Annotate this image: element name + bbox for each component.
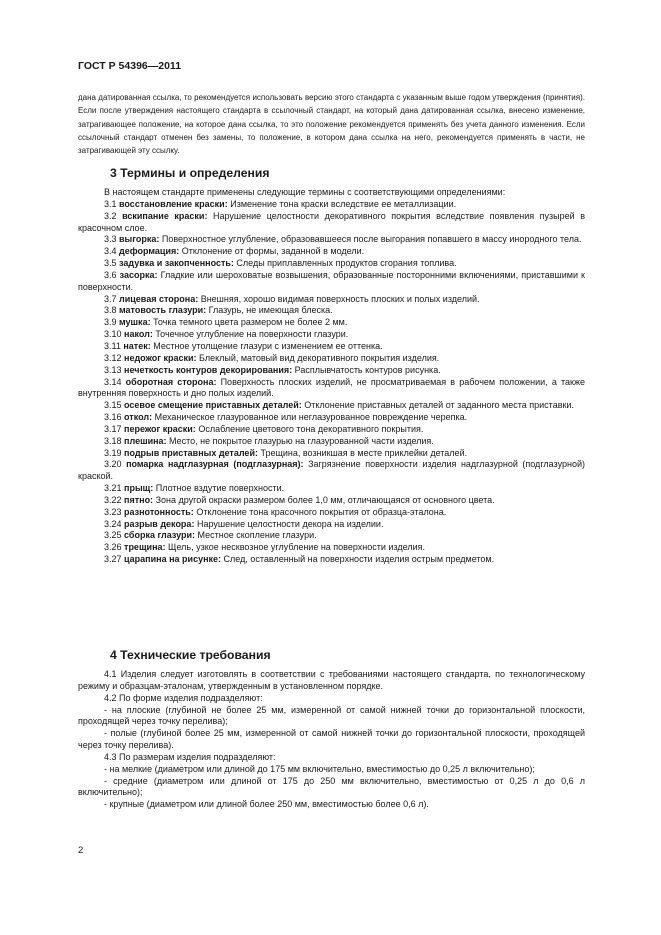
requirement-paragraph: 4.3 По размерам изделия подразделяют: — [104, 751, 276, 762]
requirement-paragraph: - крупные (диаметром или длиной более 250 мм, вместимостью более 0,6 л). — [104, 799, 429, 810]
term-number: 3.14 — [104, 376, 126, 387]
term-definition: Щель, узкое несквозное углубление на поверхности изделия. — [165, 542, 425, 553]
term-name: откол: — [124, 412, 153, 423]
document-header: ГОСТ Р 54396—2011 — [78, 60, 182, 72]
term-item — [78, 341, 585, 353]
term-name: оборотная сторона: — [125, 376, 217, 387]
term-item — [78, 329, 585, 341]
term-item — [78, 424, 585, 436]
term-definition: Местное утолщение глазури с изменением ее оттенка. — [150, 340, 383, 351]
term-item — [78, 542, 585, 554]
term-definition: Место, не покрытое глазурью на глазурованной части изделия. — [166, 435, 434, 446]
term-name: деформация: — [119, 246, 180, 257]
requirement-paragraph: 4.1 Изделия следует изготовлять в соответствии с требованиями настоящего стандарта, по технологическому режиму и образцам-эталонам, утвержденным в установленном порядке. — [78, 669, 585, 691]
term-definition: Отклонение тона красочного покрытия от образца-эталона. — [193, 506, 447, 517]
term-item — [78, 199, 585, 211]
term-number: 3.3 — [104, 234, 120, 245]
term-definition: Трещина, возникшая в месте приклейки деталей. — [257, 447, 468, 458]
term-item — [78, 377, 585, 401]
term-name: мушка: — [119, 317, 151, 328]
term-item — [78, 400, 585, 412]
term-item — [78, 412, 585, 424]
term-number: 3.8 — [104, 305, 120, 316]
term-number: 3.16 — [104, 412, 125, 423]
term-item — [78, 211, 585, 235]
term-item — [78, 519, 585, 531]
term-number: 3.7 — [104, 293, 120, 304]
term-number: 3.24 — [104, 518, 125, 529]
term-definition: Нарушение целостности декоративного покрытия вследствие появления пузырей в красочном слое. — [78, 210, 585, 233]
requirement-paragraph: - на мелкие (диаметром или длиной до 175 мм включительно, вместимостью до 0,25 л включительно); — [104, 763, 535, 774]
term-name: разнотонность: — [124, 506, 194, 517]
term-item — [78, 258, 585, 270]
term-definition: Зона другой окраски размером более 1,0 мм, отличающаяся от основного цвета. — [153, 494, 495, 505]
term-item — [78, 495, 585, 507]
term-definition: Ослабление цветового тона декоративного покрытия. — [195, 423, 424, 434]
term-name: накол: — [124, 329, 153, 340]
term-name: недожог краски: — [124, 352, 197, 363]
requirement-paragraph: - на плоские (глубиной не более 25 мм, измеренной от самой нижней точки до горизонтальной плоскости, проходящей через точку перелива); — [78, 704, 585, 727]
term-number: 3.18 — [104, 435, 125, 446]
term-name: трещина: — [124, 542, 166, 553]
term-item — [78, 294, 585, 306]
term-number: 3.9 — [104, 317, 120, 328]
term-definition: Блеклый, матовый вид декоративного покрытия изделия. — [196, 352, 440, 363]
term-name: вскипание краски: — [122, 210, 208, 221]
term-item — [78, 448, 585, 460]
term-definition: Поверхностное углубление, образовавшееся после выгорания попавшего в массу инородного тела. — [159, 234, 582, 245]
term-name: разрыв декора: — [124, 518, 195, 529]
term-number: 3.23 — [104, 506, 125, 517]
term-item — [78, 507, 585, 519]
term-name: натек: — [123, 340, 151, 351]
requirement-paragraph: 4.2 По форме изделия подразделяют: — [104, 692, 263, 703]
section-4-title: 4 Технические требования — [110, 648, 271, 662]
term-name: матовость глазури: — [119, 305, 207, 316]
term-number: 3.6 — [104, 269, 120, 280]
term-number: 3.2 — [104, 210, 123, 221]
term-name: лицевая сторона: — [119, 293, 199, 304]
term-definition: Гладкие или шероховатые возвышения, образованные посторонними включениями, приставшими к поверхности. — [78, 269, 585, 292]
term-definition: Механическое глазурованное или неглазурованное повреждение черепка. — [152, 412, 468, 423]
term-number: 3.12 — [104, 352, 125, 363]
term-name: осевое смещение приставных деталей: — [124, 400, 302, 411]
requirement-paragraph: - средние (диаметром или длиной от 175 до 250 мм включительно, вместимостью от 0,25 л до 0,6 л включительно); — [78, 775, 585, 798]
term-definition: Следы приплавленных продуктов сгорания топлива. — [233, 258, 457, 269]
intro-paragraph — [78, 91, 585, 157]
term-name: засорка: — [119, 269, 158, 280]
term-name: сборка глазури: — [124, 530, 196, 541]
term-item — [78, 554, 585, 566]
term-item — [78, 234, 585, 246]
section-3-title: 3 Термины и определения — [110, 166, 270, 180]
term-name: пятно: — [124, 494, 154, 505]
term-number: 3.22 — [104, 494, 125, 505]
term-item — [78, 530, 585, 542]
requirement-paragraph: - полые (глубиной более 25 мм, измеренной от самой нижней точки до горизонтальной плоскости, проходящей через точку перелива). — [78, 728, 585, 751]
terms-container — [78, 199, 585, 566]
term-item — [78, 305, 585, 317]
term-definition: Загрязнение поверхности изделия надглазурной (подглазурной) краской. — [78, 459, 585, 482]
term-definition: Поверхность плоских изделий, не просматриваемая в рабочем положении, а также внутренняя поверхность и дно полых изделий. — [78, 376, 585, 399]
term-name: нечеткость контуров декорирования: — [124, 364, 293, 375]
term-name: помарка надглазурная (подглазурная): — [126, 459, 304, 470]
term-number: 3.13 — [104, 364, 125, 375]
term-name: прыщ: — [124, 483, 154, 494]
term-name: подрыв приставных деталей: — [124, 447, 258, 458]
term-number: 3.19 — [104, 447, 125, 458]
terms-list — [78, 187, 585, 566]
term-name: задувка и закопченность: — [119, 258, 234, 269]
terms-lead: В настоящем стандарте применены следующие термины с соответствующими определениями: — [104, 187, 506, 197]
term-item — [78, 365, 585, 377]
term-number: 3.27 — [104, 554, 125, 565]
term-number: 3.1 — [104, 198, 120, 209]
term-definition: Изменение тона краски вследствие ее металлизации. — [227, 198, 457, 209]
term-definition: Отклонение от формы, заданной в модели. — [179, 246, 365, 257]
term-number: 3.25 — [104, 530, 125, 541]
term-number: 3.5 — [104, 258, 120, 269]
term-number: 3.11 — [104, 340, 124, 351]
term-definition: След, оставленный на поверхности изделия острым предметом. — [221, 554, 495, 565]
term-number: 3.21 — [104, 483, 125, 494]
term-definition: Нарушение целостности декора на изделии. — [194, 518, 384, 529]
term-definition: Отклонение приставных деталей от заданного места приставки. — [301, 400, 574, 411]
term-name: пережог краски: — [124, 423, 196, 434]
term-definition: Плотное вздутие поверхности. — [153, 483, 285, 494]
term-item — [78, 270, 585, 294]
term-name: плешина: — [124, 435, 167, 446]
term-item — [78, 317, 585, 329]
term-item — [78, 246, 585, 258]
term-name: царапина на рисунке: — [124, 554, 222, 565]
term-name: выгорка: — [119, 234, 160, 245]
page-number: 2 — [78, 845, 84, 856]
intro-text: дана датированная ссылка, то рекомендуется использовать версию этого стандарта с указанным выше годом утверждения (принятия). Если после утверждения настоящего стандарта в ссылочный стандарт, на который дана датированная ссылка, внесено изменение, затрагивающее положение, на которое дана ссылка, то это положение рекомендуется применять без учета данного изменения. Если ссылочный стандарт отменен без замены, то положение, в котором дана ссылка на него, рекомендуется применять в части, не затрагивающей эту ссылку. — [78, 93, 585, 156]
requirements-list — [78, 669, 585, 811]
term-number: 3.10 — [104, 329, 125, 340]
term-item — [78, 483, 585, 495]
term-number: 3.17 — [104, 423, 125, 434]
term-number: 3.26 — [104, 542, 125, 553]
term-definition: Внешняя, хорошо видимая поверхность плоских и полых изделий. — [198, 293, 480, 304]
term-number: 3.4 — [104, 246, 120, 257]
term-item — [78, 436, 585, 448]
term-name: восстановление краски: — [119, 198, 228, 209]
term-number: 3.15 — [104, 400, 125, 411]
term-item — [78, 353, 585, 365]
term-number: 3.20 — [104, 459, 127, 470]
term-definition: Глазурь, не имеющая блеска. — [206, 305, 333, 316]
term-definition: Расплывчатость контуров рисунка. — [292, 364, 441, 375]
term-definition: Местное скопление глазури. — [195, 530, 317, 541]
term-item — [78, 459, 585, 483]
term-definition: Точечное углубление на поверхности глазури. — [152, 329, 349, 340]
term-definition: Точка темного цвета размером не более 2 мм. — [150, 317, 348, 328]
